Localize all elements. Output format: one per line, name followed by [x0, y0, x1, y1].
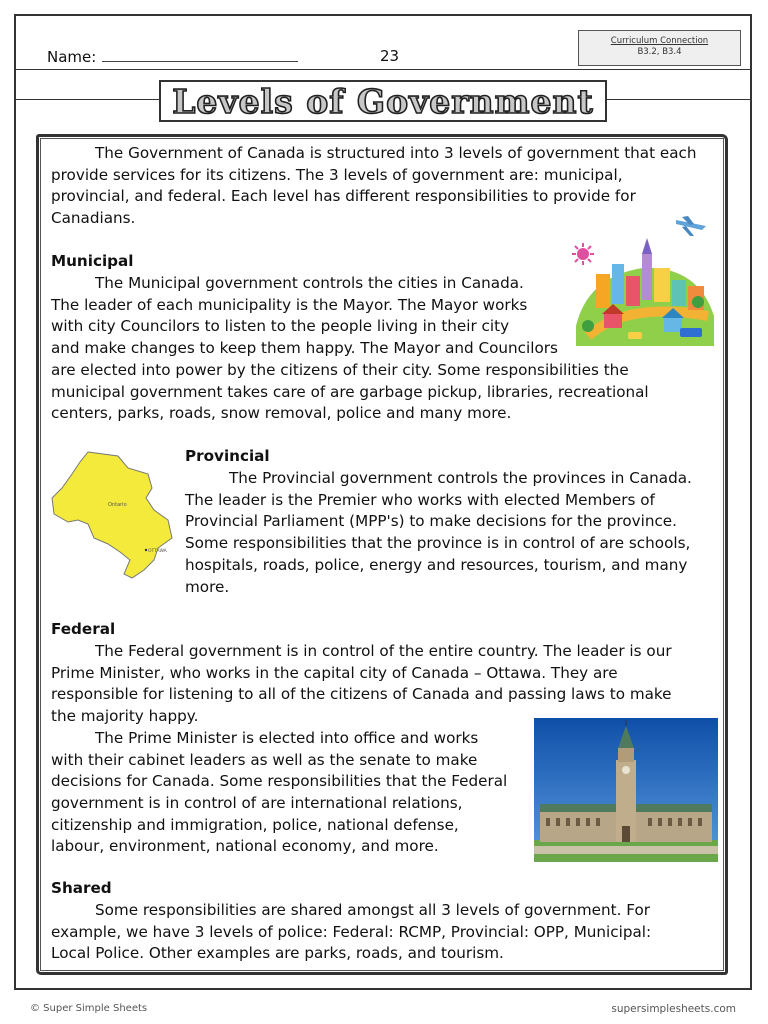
- curriculum-title: Curriculum Connection: [610, 36, 709, 46]
- name-field[interactable]: [47, 47, 298, 66]
- federal-line: government is in control of are international relations,: [51, 793, 463, 812]
- intro-line: provide services for its citizens. The 3 levels of government are: municipal,: [51, 165, 623, 184]
- municipal-line: centers, parks, roads, snow removal, police and many more.: [51, 404, 512, 423]
- federal-line: with their cabinet leaders as well as the senate to make: [51, 750, 478, 769]
- curriculum-codes: B3.2, B3.4: [637, 47, 682, 57]
- provincial-line: The leader is the Premier who works with elected Members of: [185, 490, 655, 509]
- municipal-line: are elected into power by the citizens of their city. Some responsibilities the: [51, 360, 629, 379]
- page-title: Levels of Government: [172, 81, 594, 121]
- map-province-label: Ontario: [108, 502, 127, 508]
- footer-copyright: © Super Simple Sheets: [30, 1003, 148, 1014]
- provincial-line: The Provincial government controls the provinces in Canada.: [229, 469, 692, 487]
- page-number: 23: [380, 47, 400, 65]
- title-box: [159, 80, 607, 122]
- provincial-line: Provincial Parliament (MPP's) to make decisions for the province.: [185, 512, 677, 531]
- intro-line: provincial, and federal. Each level has different responsibilities to provide for: [51, 187, 636, 206]
- municipal-line: The Municipal government controls the cities in Canada.: [95, 274, 524, 292]
- provincial-line: hospitals, roads, police, energy and resources, tourism, and many: [185, 555, 688, 574]
- federal-line: the majority happy.: [51, 707, 199, 726]
- shared-heading: Shared: [51, 879, 112, 897]
- municipal-line: The leader of each municipality is the Mayor. The Mayor works: [51, 295, 528, 314]
- shared-paragraph: [51, 900, 721, 965]
- federal-line: decisions for Canada. Some responsibilities that the Federal: [51, 772, 508, 791]
- municipal-line: and make changes to keep them happy. The Mayor and Councilors: [51, 339, 558, 358]
- intro-line: The Government of Canada is structured into 3 levels of government that each: [95, 144, 697, 162]
- name-label: Name:: [47, 48, 97, 66]
- provincial-line: Some responsibilities that the province is in control of are schools,: [185, 534, 691, 553]
- map-city-label: OTTAWA: [148, 549, 167, 554]
- name-blank[interactable]: [102, 47, 298, 62]
- footer-website[interactable]: supersimplesheets.com: [611, 1003, 736, 1015]
- federal-line: Prime Minister, who works in the capital city of Canada – Ottawa. They are: [51, 663, 618, 682]
- sun-icon: [572, 243, 594, 265]
- municipal-line: municipal government takes care of are garbage pickup, libraries, recreational: [51, 382, 649, 401]
- shared-line: example, we have 3 levels of police: Federal: RCMP, Provincial: OPP, Municipal:: [51, 922, 652, 941]
- intro-line: Canadians.: [51, 209, 136, 228]
- header-rule-top: [14, 69, 752, 70]
- curriculum-connection-box: [578, 30, 741, 66]
- ontario-map: [48, 448, 180, 584]
- city-illustration: [568, 206, 718, 356]
- federal-line: The Prime Minister is elected into office and works: [95, 728, 479, 747]
- federal-line: labour, environment, national economy, and more.: [51, 837, 439, 856]
- municipal-heading: Municipal: [51, 252, 134, 270]
- federal-line: citizenship and immigration, police, national defense,: [51, 815, 459, 834]
- provincial-heading: Provincial: [185, 447, 270, 465]
- shared-line: Some responsibilities are shared amongst all 3 levels of government. For: [95, 901, 650, 919]
- shared-line: Local Police. Other examples are parks, roads, and tourism.: [51, 944, 504, 963]
- provincial-line: more.: [185, 577, 230, 596]
- parliament-photo: [534, 718, 718, 862]
- municipal-line: with city Councilors to listen to the people living in their city: [51, 317, 510, 336]
- federal-line: The Federal government is in control of the entire country. The leader is our: [95, 642, 672, 660]
- airplane-icon: [676, 216, 706, 236]
- federal-line: responsible for listening to all of the citizens of Canada and passing laws to make: [51, 685, 672, 704]
- federal-heading: Federal: [51, 620, 116, 638]
- provincial-paragraph: [185, 468, 725, 598]
